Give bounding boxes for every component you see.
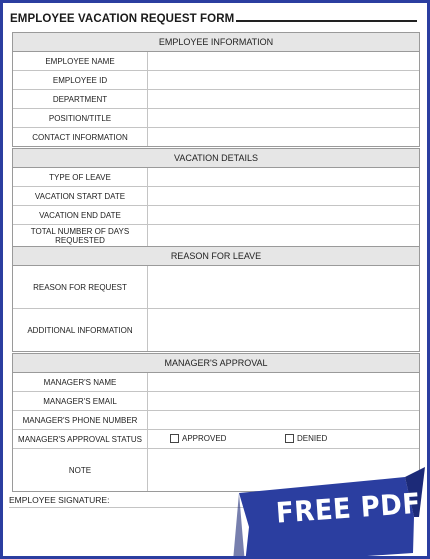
field-label: VACATION END DATE	[13, 206, 148, 224]
form-page	[3, 3, 427, 556]
approval-status-field	[148, 430, 419, 448]
field-label: MANAGER'S APPROVAL STATUS	[13, 430, 148, 448]
denied-option[interactable]	[285, 434, 327, 443]
contact-information-field[interactable]	[148, 128, 419, 146]
form-row	[13, 187, 419, 206]
total-days-requested-field[interactable]	[148, 225, 419, 247]
additional-information-field[interactable]	[148, 309, 419, 351]
denied-checkbox[interactable]	[285, 434, 294, 443]
form-row	[13, 225, 419, 247]
approved-label: APPROVED	[182, 434, 227, 443]
department-field[interactable]	[148, 90, 419, 108]
type-of-leave-field[interactable]	[148, 168, 419, 186]
form-header	[10, 13, 417, 29]
field-label: EMPLOYEE ID	[13, 71, 148, 89]
section-heading: MANAGER'S APPROVAL	[13, 354, 419, 373]
field-label: VACATION START DATE	[13, 187, 148, 205]
form-row	[13, 309, 419, 351]
field-label: ADDITIONAL INFORMATION	[13, 309, 148, 351]
field-label: TYPE OF LEAVE	[13, 168, 148, 186]
vacation-start-date-field[interactable]	[148, 187, 419, 205]
employee-id-field[interactable]	[148, 71, 419, 89]
managers-name-field[interactable]	[148, 373, 419, 391]
form-row	[13, 392, 419, 411]
title-rule	[236, 20, 417, 22]
form-row	[13, 71, 419, 90]
badge-text: FREE PDF	[275, 487, 422, 531]
field-label: MANAGER'S NAME	[13, 373, 148, 391]
section-employee-information	[12, 32, 420, 147]
managers-email-field[interactable]	[148, 392, 419, 410]
section-heading: EMPLOYEE INFORMATION	[13, 33, 419, 52]
field-label: REASON FOR REQUEST	[13, 266, 148, 308]
form-row	[13, 128, 419, 146]
field-label: CONTACT INFORMATION	[13, 128, 148, 146]
signature-label: EMPLOYEE SIGNATURE:	[9, 495, 110, 505]
field-label: DEPARTMENT	[13, 90, 148, 108]
field-label: TOTAL NUMBER OF DAYS REQUESTED	[13, 225, 148, 247]
approved-option[interactable]	[170, 434, 226, 443]
form-row	[13, 430, 419, 449]
form-row	[13, 266, 419, 309]
vacation-end-date-field[interactable]	[148, 206, 419, 224]
denied-label: DENIED	[297, 434, 328, 443]
form-row	[13, 52, 419, 71]
field-label: MANAGER'S PHONE NUMBER	[13, 411, 148, 429]
form-row	[13, 206, 419, 225]
form-title: EMPLOYEE VACATION REQUEST FORM	[10, 13, 235, 25]
form-row	[13, 168, 419, 187]
form-row	[13, 109, 419, 128]
position-title-field[interactable]	[148, 109, 419, 127]
section-heading: VACATION DETAILS	[13, 149, 419, 168]
section-heading: REASON FOR LEAVE	[13, 247, 419, 266]
managers-phone-field[interactable]	[148, 411, 419, 429]
field-label: EMPLOYEE NAME	[13, 52, 148, 70]
field-label: NOTE	[13, 449, 148, 491]
form-row	[13, 90, 419, 109]
employee-name-field[interactable]	[148, 52, 419, 70]
approved-checkbox[interactable]	[170, 434, 179, 443]
form-row	[13, 373, 419, 392]
section-reason-for-leave	[12, 246, 420, 352]
section-vacation-details	[12, 148, 420, 248]
free-pdf-badge[interactable]	[229, 465, 427, 556]
field-label: MANAGER'S EMAIL	[13, 392, 148, 410]
reason-for-request-field[interactable]	[148, 266, 419, 308]
field-label: POSITION/TITLE	[13, 109, 148, 127]
form-row	[13, 411, 419, 430]
